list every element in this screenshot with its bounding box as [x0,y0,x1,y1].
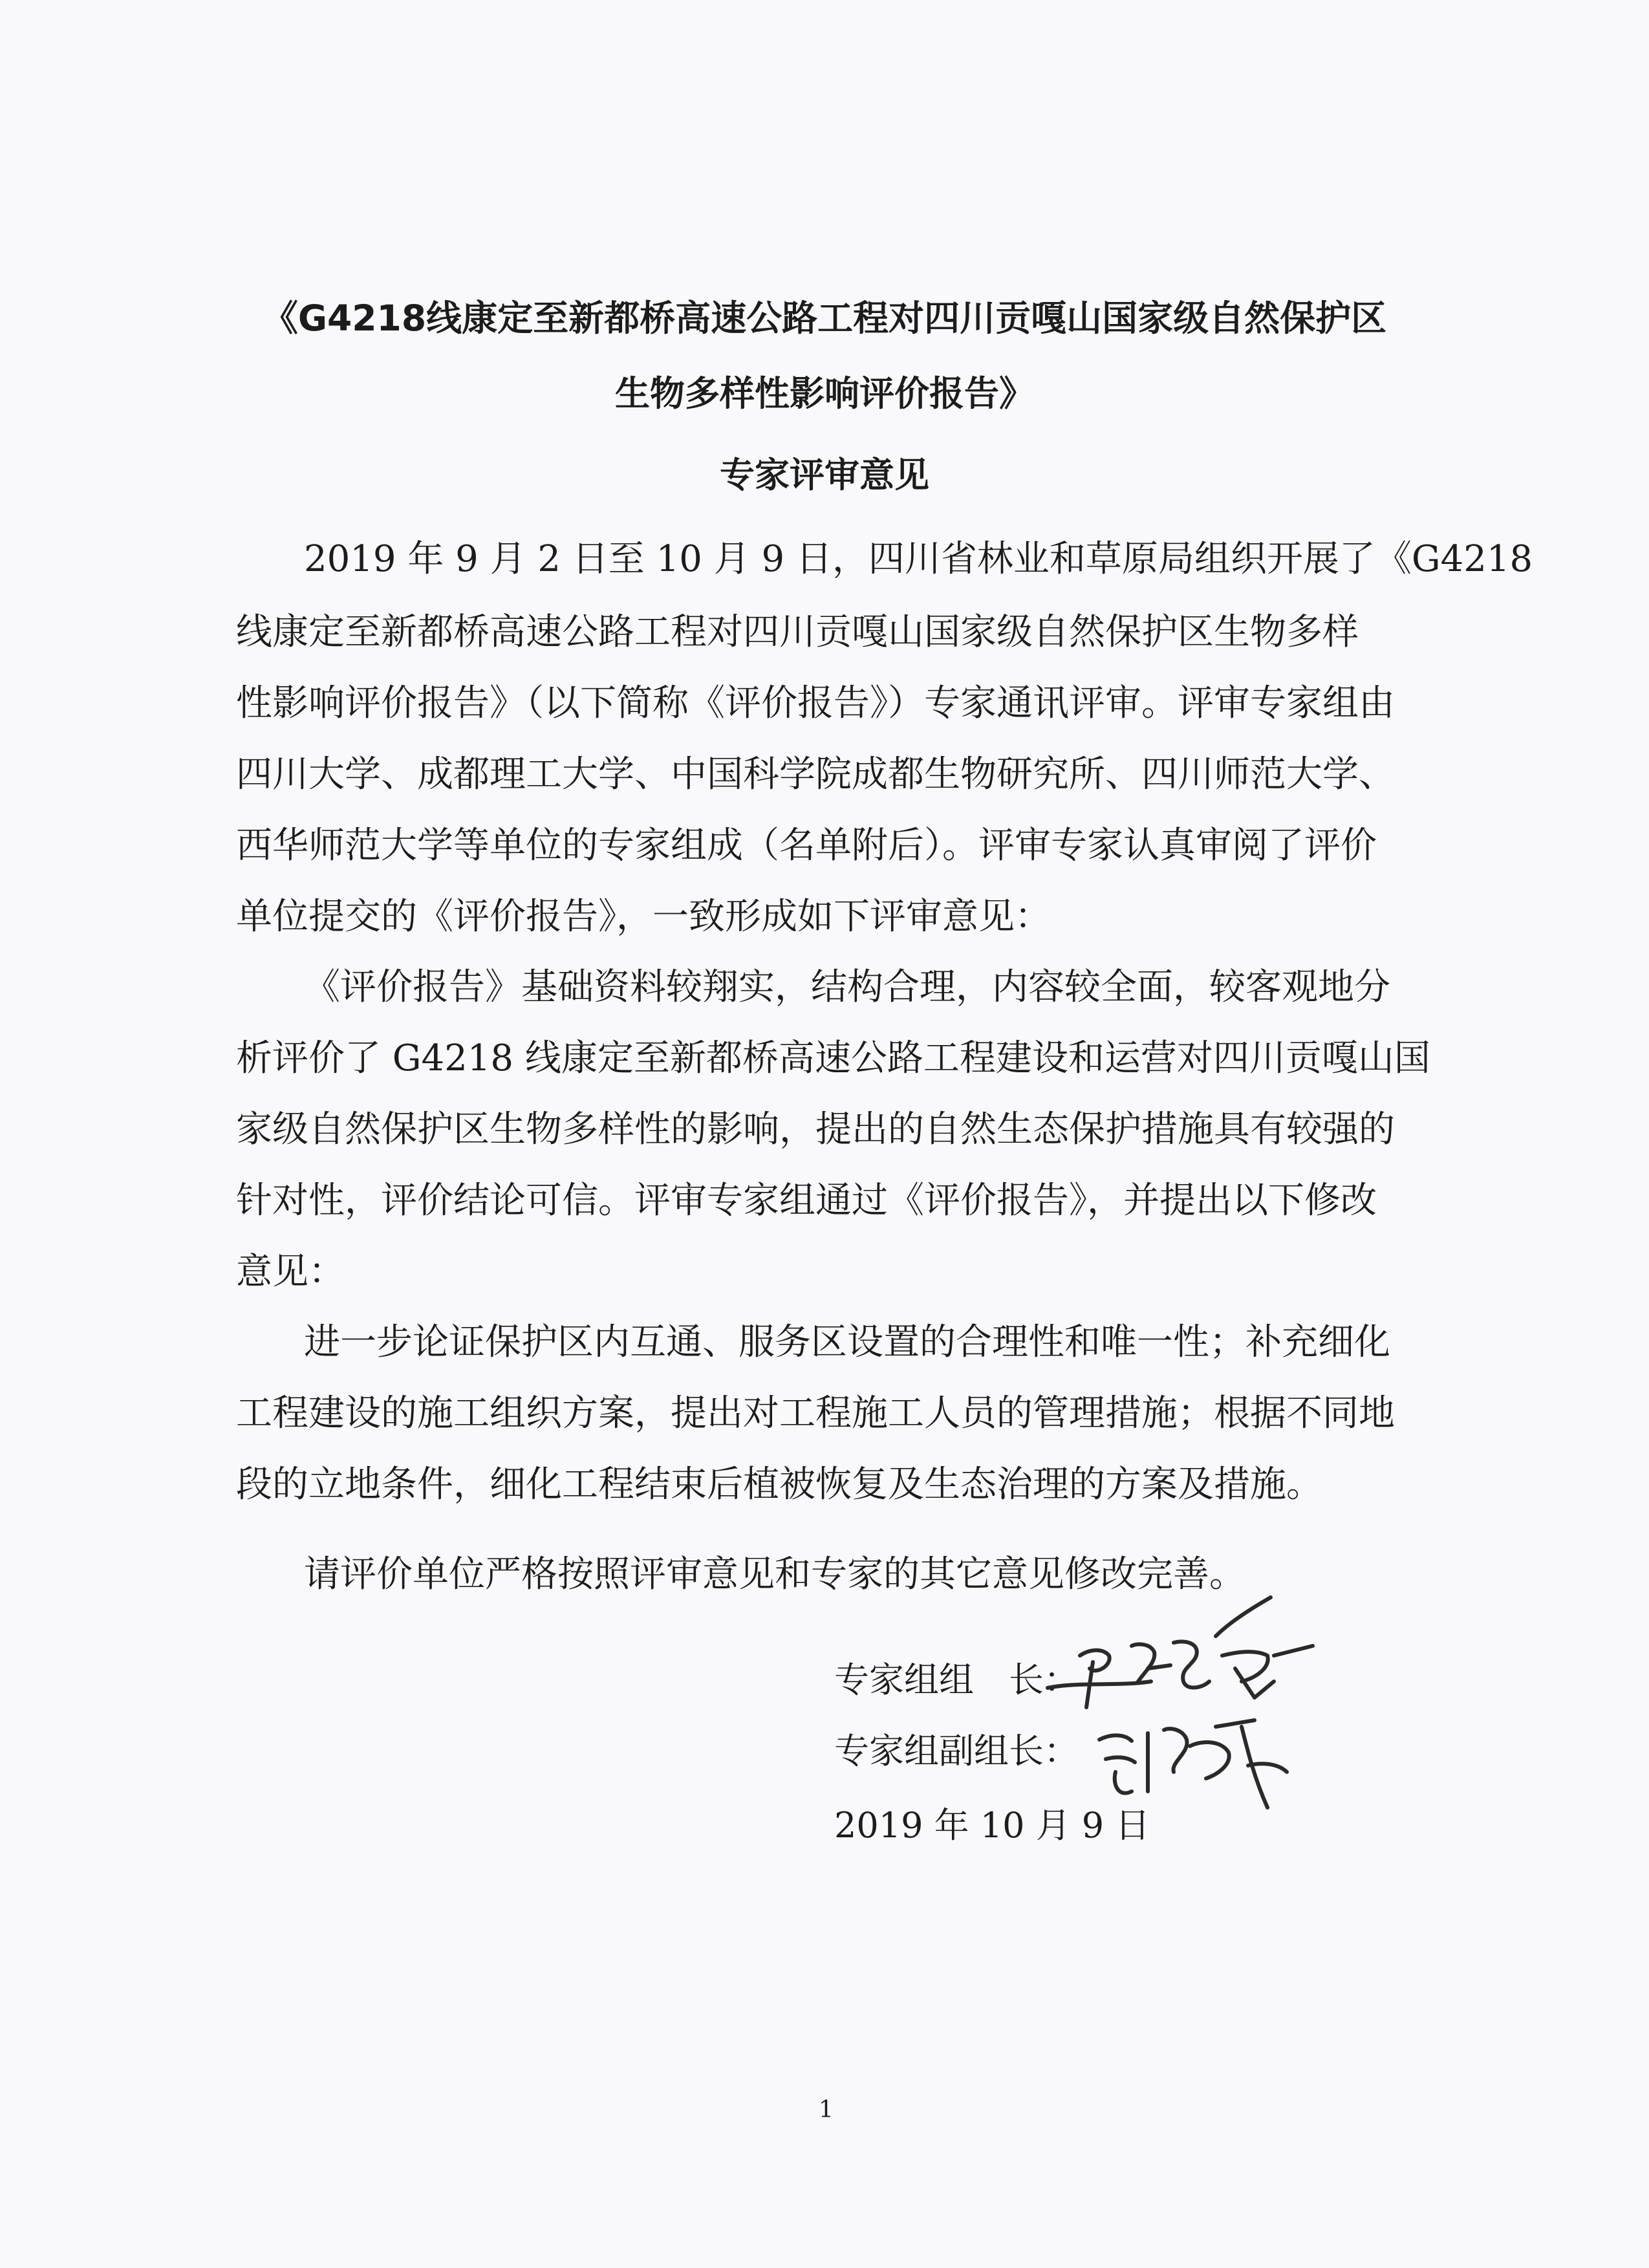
para1-line-6: 单位提交的《评价报告》，一致形成如下评审意见： [236,896,1051,938]
title-line-2: 生物多样性影响评价报告》 [615,373,1034,414]
title-line-3: 专家评审意见 [720,455,929,495]
para4-line-1: 请评价单位严格按照评审意见和专家的其它意见修改完善。 [304,1553,1245,1595]
para2-line-4: 针对性，评价结论可信。评审专家组通过《评价报告》，并提出以下修改 [236,1180,1377,1222]
para3-line-2: 工程建设的施工组织方案，提出对工程施工人员的管理措施；根据不同地 [236,1392,1395,1434]
para3-line-3: 段的立地条件，细化工程结束后植被恢复及生态治理的方案及措施。 [236,1463,1322,1506]
leader-label: 专家组组 长： [834,1659,1079,1700]
para2-line-5: 意见： [236,1251,345,1293]
title-line-1: 《G4218线康定至新都桥高速公路工程对四川贡嘎山国家级自然保护区 [262,297,1387,339]
para1-line-1: 2019 年 9 月 2 日至 10 月 9 日，四川省林业和草原局组织开展了《G4218 [304,538,1533,580]
para2-line-2: 析评价了 G4218 线康定至新都桥高速公路工程建设和运营对四川贡嘎山国 [236,1037,1430,1079]
para1-line-3: 性影响评价报告》（以下简称《评价报告》）专家通讯评审。评审专家组由 [236,682,1395,724]
signature-date: 2019 年 10 月 9 日 [834,1805,1150,1846]
para2-line-1: 《评价报告》基础资料较翔实，结构合理，内容较全面，较客观地分 [304,966,1390,1008]
page-number: 1 [819,2097,834,2123]
deputy-handwritten-signature [1093,1701,1300,1817]
para2-line-3: 家级自然保护区生物多样性的影响，提出的自然生态保护措施具有较强的 [236,1108,1395,1150]
para1-line-2: 线康定至新都桥高速公路工程对四川贡嘎山国家级自然保护区生物多样 [236,611,1359,653]
para1-line-5: 西华师范大学等单位的专家组成（名单附后）。评审专家认真审阅了评价 [236,825,1377,867]
para1-line-4: 四川大学、成都理工大学、中国科学院成都生物研究所、四川师范大学、 [236,753,1395,795]
deputy-leader-label: 专家组副组长： [834,1731,1079,1771]
para3-line-1: 进一步论证保护区内互通、服务区设置的合理性和唯一性；补充细化 [304,1321,1390,1363]
